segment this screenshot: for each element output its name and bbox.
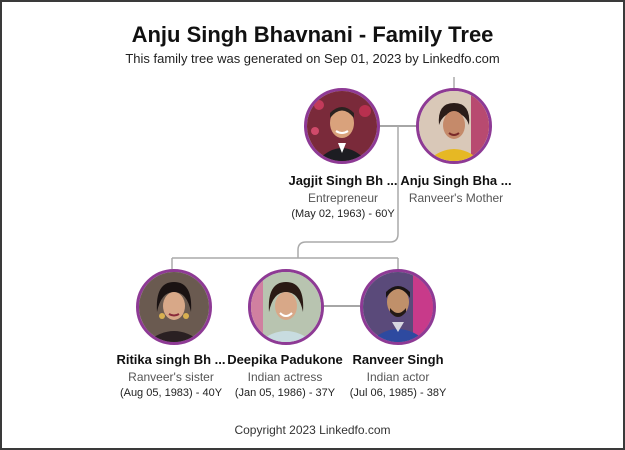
person-role-anju: Ranveer's Mother bbox=[408, 191, 504, 205]
footer-copyright: Copyright 2023 Linkedfo.com bbox=[234, 423, 391, 437]
person-role-deepika: Indian actress bbox=[247, 370, 323, 384]
portrait-woman-icon bbox=[251, 272, 321, 342]
portrait-woman-icon bbox=[139, 272, 209, 342]
page-subtitle: This family tree was generated on Sep 01, 2023 by Linkedfo.com bbox=[125, 51, 500, 66]
avatar-anju[interactable] bbox=[416, 88, 492, 164]
person-dates-ranveer: (Jul 06, 1985) - 38Y bbox=[349, 387, 447, 399]
avatar-ranveer[interactable] bbox=[360, 269, 436, 345]
person-name-jagjit[interactable]: Jagjit Singh Bh ... bbox=[288, 173, 398, 188]
person-role-ritika: Ranveer's sister bbox=[128, 370, 214, 384]
person-name-deepika[interactable]: Deepika Padukone bbox=[227, 352, 343, 367]
person-dates-jagjit: (May 02, 1963) - 60Y bbox=[291, 208, 395, 220]
person-role-ranveer: Indian actor bbox=[366, 370, 430, 384]
avatar-ritika[interactable] bbox=[136, 269, 212, 345]
person-dates-deepika: (Jan 05, 1986) - 37Y bbox=[234, 387, 336, 399]
portrait-man-icon bbox=[363, 272, 433, 342]
page-title: Anju Singh Bhavnani - Family Tree bbox=[131, 22, 494, 47]
person-name-ranveer[interactable]: Ranveer Singh bbox=[352, 352, 444, 367]
person-name-anju[interactable]: Anju Singh Bha ... bbox=[400, 173, 512, 188]
portrait-man-icon bbox=[307, 91, 377, 161]
person-role-jagjit: Entrepreneur bbox=[307, 191, 379, 205]
person-name-ritika[interactable]: Ritika singh Bh ... bbox=[116, 352, 226, 367]
avatar-deepika[interactable] bbox=[248, 269, 324, 345]
avatar-jagjit[interactable] bbox=[304, 88, 380, 164]
portrait-woman-icon bbox=[419, 91, 489, 161]
person-dates-ritika: (Aug 05, 1983) - 40Y bbox=[119, 387, 223, 399]
